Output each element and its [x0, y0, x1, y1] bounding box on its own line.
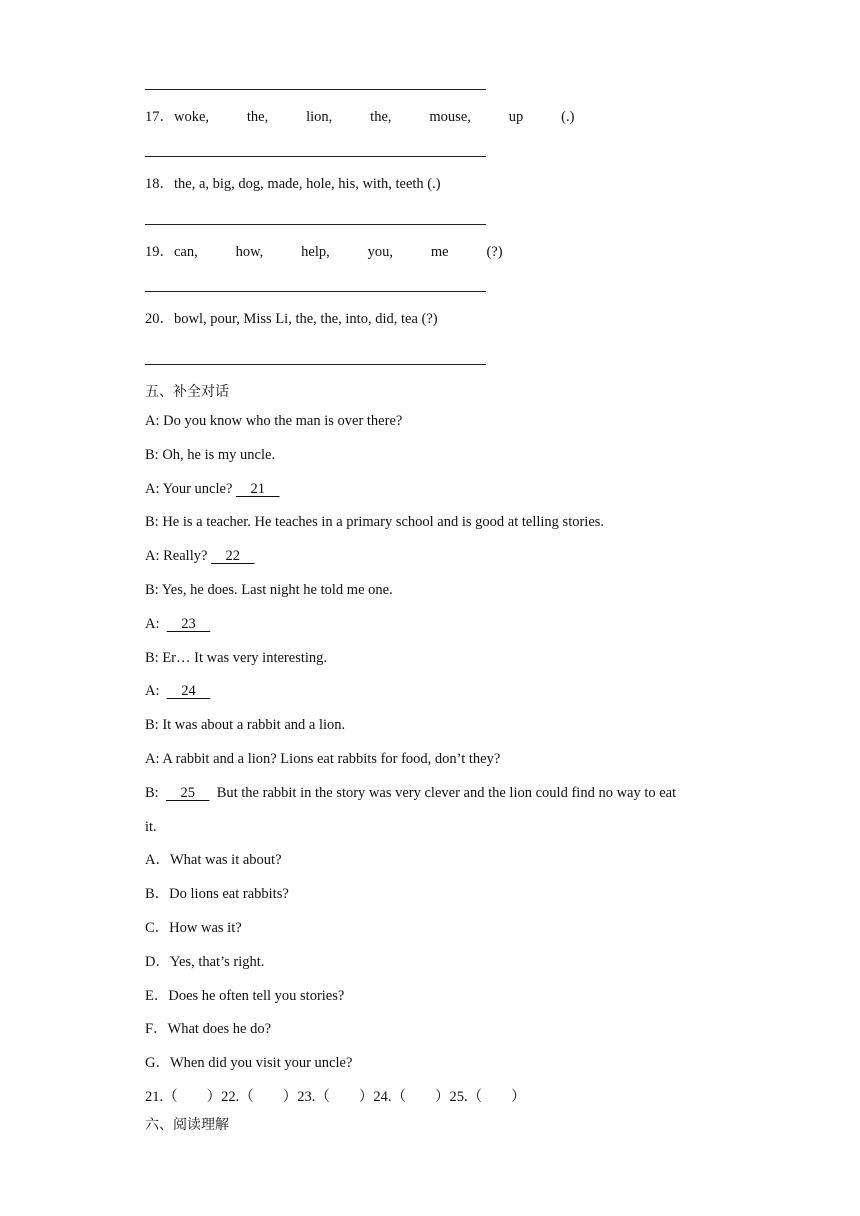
dialogue-line: A: Really? 22: [145, 548, 255, 564]
answer-line-20: [145, 364, 486, 365]
dialogue-line: it.: [145, 819, 157, 835]
question-17: [145, 108, 574, 126]
dialogue-line: B: He is a teacher. He teaches in a primary school and is good at telling stories.: [145, 514, 605, 530]
blank-23[interactable]: 23: [166, 616, 211, 632]
section-title-reading: 六、阅读理解: [145, 1117, 229, 1133]
option-g: G．When did you visit your uncle?: [145, 1055, 353, 1071]
option-e: E．Does he often tell you stories?: [145, 988, 345, 1004]
option-a: A．What was it about?: [145, 852, 282, 868]
question-number: 20．: [145, 311, 174, 327]
question-words: bowl, pour, Miss Li, the, the, into, did, tea (?): [174, 311, 438, 327]
dialogue-line: B: Yes, he does. Last night he told me one.: [145, 582, 393, 598]
dialogue-line: B: 25 But the rabbit in the story was very clever and the lion could find no way to eat: [145, 785, 677, 801]
dialogue-line: A: Your uncle? 21: [145, 481, 280, 497]
question-words: woke, the, lion, the, mouse, up (.): [174, 109, 575, 125]
dialogue-line: A: A rabbit and a lion? Lions eat rabbits for food, don’t they?: [145, 751, 501, 767]
question-number: 18．: [145, 176, 174, 192]
blank-25[interactable]: 25: [165, 785, 210, 801]
option-b: B．Do lions eat rabbits?: [145, 886, 289, 902]
blank-24[interactable]: 24: [166, 683, 211, 699]
dialogue-line: B: It was about a rabbit and a lion.: [145, 717, 346, 733]
answer-line-18: [145, 224, 486, 225]
answer-line-16: [145, 89, 486, 90]
option-c: C．How was it?: [145, 920, 242, 936]
answer-line-17: [145, 156, 486, 157]
question-number: 17．: [145, 109, 174, 125]
answer-brackets[interactable]: 21.（ ）22.（ ）23.（ ）24.（ ）25.（ ）: [145, 1089, 526, 1105]
dialogue-line: A: 24: [145, 683, 211, 699]
dialogue-line: A: 23: [145, 616, 211, 632]
question-number: 19．: [145, 244, 174, 260]
question-words: the, a, big, dog, made, hole, his, with, teeth (.): [174, 176, 441, 192]
blank-22[interactable]: 22: [211, 548, 255, 564]
question-18: [145, 175, 441, 193]
question-20: [145, 310, 438, 328]
answer-line-19: [145, 291, 486, 292]
dialogue-line: B: Oh, he is my uncle.: [145, 447, 276, 463]
question-19: [145, 243, 503, 261]
blank-21[interactable]: 21: [236, 481, 280, 497]
section-title-dialogue: 五、补全对话: [145, 384, 229, 400]
question-words: can, how, help, you, me (?): [174, 244, 503, 260]
option-d: D．Yes, that’s right.: [145, 954, 265, 970]
dialogue-line: A: Do you know who the man is over there?: [145, 413, 403, 429]
option-f: F．What does he do?: [145, 1021, 272, 1037]
dialogue-line: B: Er… It was very interesting.: [145, 650, 328, 666]
